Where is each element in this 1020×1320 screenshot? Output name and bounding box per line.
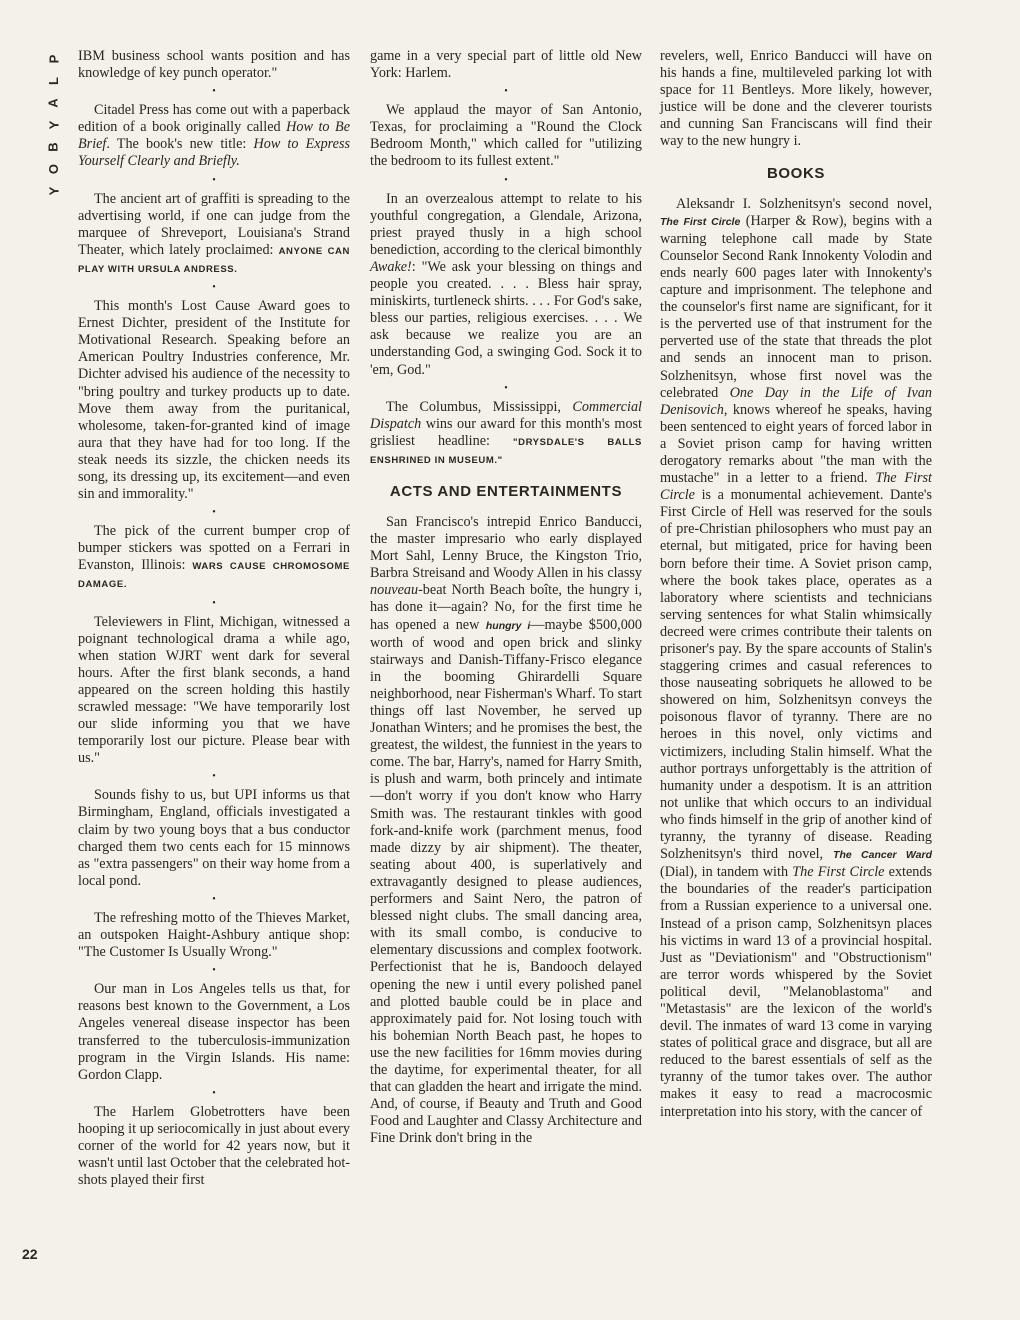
masthead-letter: Y — [45, 120, 61, 130]
paragraph: Citadel Press has come out with a paperback edition of a book originally called How to Be Brief. The book's new title: How to Express Yourself Clearly and Briefly. — [78, 102, 350, 170]
masthead-letter: Y — [45, 186, 61, 196]
bullet-separator: • — [504, 86, 508, 98]
paragraph: San Francisco's intrepid Enrico Banducci, the master impresario who early displayed Mort Sahl, Lenny Bruce, the Kingston Trio, Barbra Streisand and Woody Allen in his classy nouveau-beat North Beach boîte, the hungry i, has done it—again? No, for the first time he has opened a new hungry i—maybe $500,000 worth of wood and open brick and slinky stairways and Danish-Tiffany-Frisco elegance in the booming Ghirardelli Square neighborhood, near Fisherman's Wharf. To start things off last November, he served up Jonathan Winters; and he promises the best, the greatest, the wildest, the funniest in the years to come. The bar, Harry's, named for Harry Smith, is plush and warm, both princely and intimate—don't worry if you don't know who Harry Smith was. The restaurant tinkles with good fork-and-knife work (parchment menus, food made dizzy by air shipment). The theater, seating about 400, is superlatively and extravagantly designed to please audiences, performers and Saint Nero, the patron of blessed night clubs. The small dancing area, with its small combo, is conducive to elementary discussions and complex footwork. Perfectionist that he is, Bandooch delayed opening the new i until every polished panel and plotted bauble could be in place and approximately paid for. Not losing touch with his bohemian North Beach past, he hopes to use the new facilities for 16mm movies during the daytime, for experimental theater, for all that can gladden the heart and irrigate the mind. And, of course, if Beauty and Truth and Good Food and Laughter and Classy Architecture and Fine Drink don't bring in the — [370, 513, 642, 1147]
paragraph: The ancient art of graffiti is spreading to the advertising world, if one can judge from the marquee of Shreveport, Louisiana's Strand Theater, which lately proclaimed: ANYONE CAN PLAY WITH URSULA ANDRESS. — [78, 190, 350, 275]
bullet-separator: • — [212, 771, 216, 783]
bullet-separator: • — [212, 1087, 216, 1099]
paragraph: The refreshing motto of the Thieves Market, an outspoken Haight-Ashbury antique shop: "The Customer Is Usually Wrong." — [78, 909, 350, 961]
paragraph: We applaud the mayor of San Antonio, Texas, for proclaiming a "Round the Clock Bedroom Month," which called for "utilizing the bedroom to its fullest extent." — [370, 102, 642, 170]
bullet-separator: • — [504, 174, 508, 186]
column-3 — [660, 48, 932, 1121]
section-heading-books: BOOKS — [766, 164, 825, 182]
paragraph: The Harlem Globetrotters have been hooping it up seriocomically in just about every corner of the world for 42 years now, but it wasn't until last October that the celebrated hot-shots played their first — [78, 1103, 350, 1189]
paragraph: In an overzealous attempt to relate to his youthful congregation, a Glendale, Arizona, priest prayed thusly in a high school benediction, according to the clerical bimonthly Awake!: "We ask your blessing on things and people you created. . . . Bless hair spray, miniskirts, turtleneck shirts. . . . For God's sake, bless our parties, religious exercises. . . . We ask because we realize you are an understanding God, a swinging God. Sock it to 'em, God." — [370, 190, 642, 378]
paragraph: Sounds fishy to us, but UPI informs us that Birmingham, England, officials investigated a claim by two young boys that a bus conductor charged them two cents each for 15 minnows as "extra passengers" on their way home from a local pond. — [78, 787, 350, 889]
paragraph: The Columbus, Mississippi, Commercial Dispatch wins our award for this month's most grisliest headline: "DRYSDALE'S BALLS ENSHRINED IN MUSEUM." — [370, 398, 642, 466]
bullet-separator: • — [212, 893, 216, 905]
masthead-letter: P — [45, 54, 61, 64]
column-2 — [370, 48, 642, 1147]
bullet-separator: • — [212, 282, 216, 294]
bullet-separator: • — [212, 507, 216, 519]
paragraph: game in a very special part of little old New York: Harlem. — [370, 48, 642, 82]
column-1 — [78, 48, 350, 1189]
paragraph: This month's Lost Cause Award goes to Ernest Dichter, president of the Institute for Motivational Research. Speaking before an American Poultry Industries conference, Mr. Dichter advised his audience of the necessity to "bring poultry and turkey products up to date. Move them away from the puritanical, wholesome, taken-for-granted kind of image aura that they have had for too long. If the steak needs its sizzle, the chicken needs its song, its dressing up, its excitement—and even sin and immorality." — [78, 298, 350, 503]
bullet-separator: • — [212, 86, 216, 98]
paragraph: The pick of the current bumper crop of bumper stickers was spotted on a Ferrari in Evanston, Illinois: WARS CAUSE CHROMOSOME DAMAGE. — [78, 523, 350, 591]
bullet-separator: • — [212, 965, 216, 977]
bullet-separator: • — [212, 597, 216, 609]
page-number: 22 — [22, 1246, 38, 1262]
masthead-letter: O — [46, 163, 61, 175]
bullet-separator: • — [212, 174, 216, 186]
masthead-letter: L — [45, 77, 61, 85]
section-heading-acts: ACTS AND ENTERTAINMENTS — [389, 482, 623, 500]
paragraph: Our man in Los Angeles tells us that, for reasons best known to the Government, a Los Angeles venereal disease inspector has been transferred to the tuberculosis-immunization program in the Virgin Islands. His name: Gordon Clapp. — [78, 981, 350, 1083]
masthead-letter: A — [45, 98, 61, 108]
paragraph: Aleksandr I. Solzhenitsyn's second novel, The First Circle (Harper & Row), begins with a warning telephone call made by State Counselor Second Rank Innokenty Volodin and ends nearly 600 pages later with Innokenty's capture and imprisonment. The telephone and the counselor's first name are significant, for it is the perverted use of that instrument for the perverted use of the state that threads the plot and sends an innocent man to prison. Solzhenitsyn, whose first novel was the celebrated One Day in the Life of Ivan Denisovich, knows whereof he speaks, having been sentenced to eight years of forced labor in a Soviet prison camp for having written derogatory remarks about "the man with the mustache" in a letter to a friend. The First Circle is a monumental achievement. Dante's First Circle of Hell was reserved for the souls of pre-Christian philosophers who must pay an eternal, but mitigated, price for having been born before their time. A Soviet prison camp, where the book takes place, operates as a laboratory where scientists and technicians serving sentences for what Stalin whimsically decreed were crimes contribute their talents on prisoner's pay. By the spare accounts of Stalin's staggering crimes and casual references to those nauseating sobriquets he allowed to be showered on him, Solzhenitsyn conveys the poisonous flavor of tyranny. There are no heroes in this novel, only victims and victimizers, including Stalin himself. What the author portrays unforgettably is the attrition of humanity under a despotism. It is an attrition not unlike that which occurs to an individual who finds himself in the grip of another kind of tyranny, the tyranny of disease. Reading Solzhenitsyn's third novel, The Cancer Ward (Dial), in tandem with The First Circle extends the boundaries of the reader's participation from a Russian experience to a universal one. Instead of a prison camp, Solzhenitsyn places his victims in ward 13 of a provincial hospital. Just as "Deviationism" and "Obstructionism" are terror words whispered by the Soviet political devil, "Melanoblastoma" and "Metastasis" are the lexicon of the world's devil. The inmates of ward 13 come in varying states of political grace and disgrace, but all are reduced to the barest essentials of self as the tyranny of the tumor takes over. The author makes it easy to read a macrocosmic interpretation into his story, with the cancer of — [660, 195, 933, 1120]
paragraph: IBM business school wants position and has knowledge of key punch operator." — [78, 48, 350, 82]
paragraph: Televiewers in Flint, Michigan, witnessed a poignant technological drama a while ago, when station WJRT went dark for several hours. After the first blank seconds, a hand appeared on the screen holding this hastily scrawled message: "We have temporarily lost our slide informing you that we have temporarily lost our picture. Please bear with us." — [78, 613, 350, 767]
paragraph: revelers, well, Enrico Banducci will have on his hands a fine, multileveled parking lot with space for 11 Bentleys. More likely, however, justice will be done and the cleverer tourists and cunning San Franciscans will find their way to the new hungry i. — [660, 48, 932, 150]
bullet-separator: • — [504, 382, 508, 394]
masthead-letter: B — [45, 142, 61, 152]
masthead — [34, 48, 74, 202]
